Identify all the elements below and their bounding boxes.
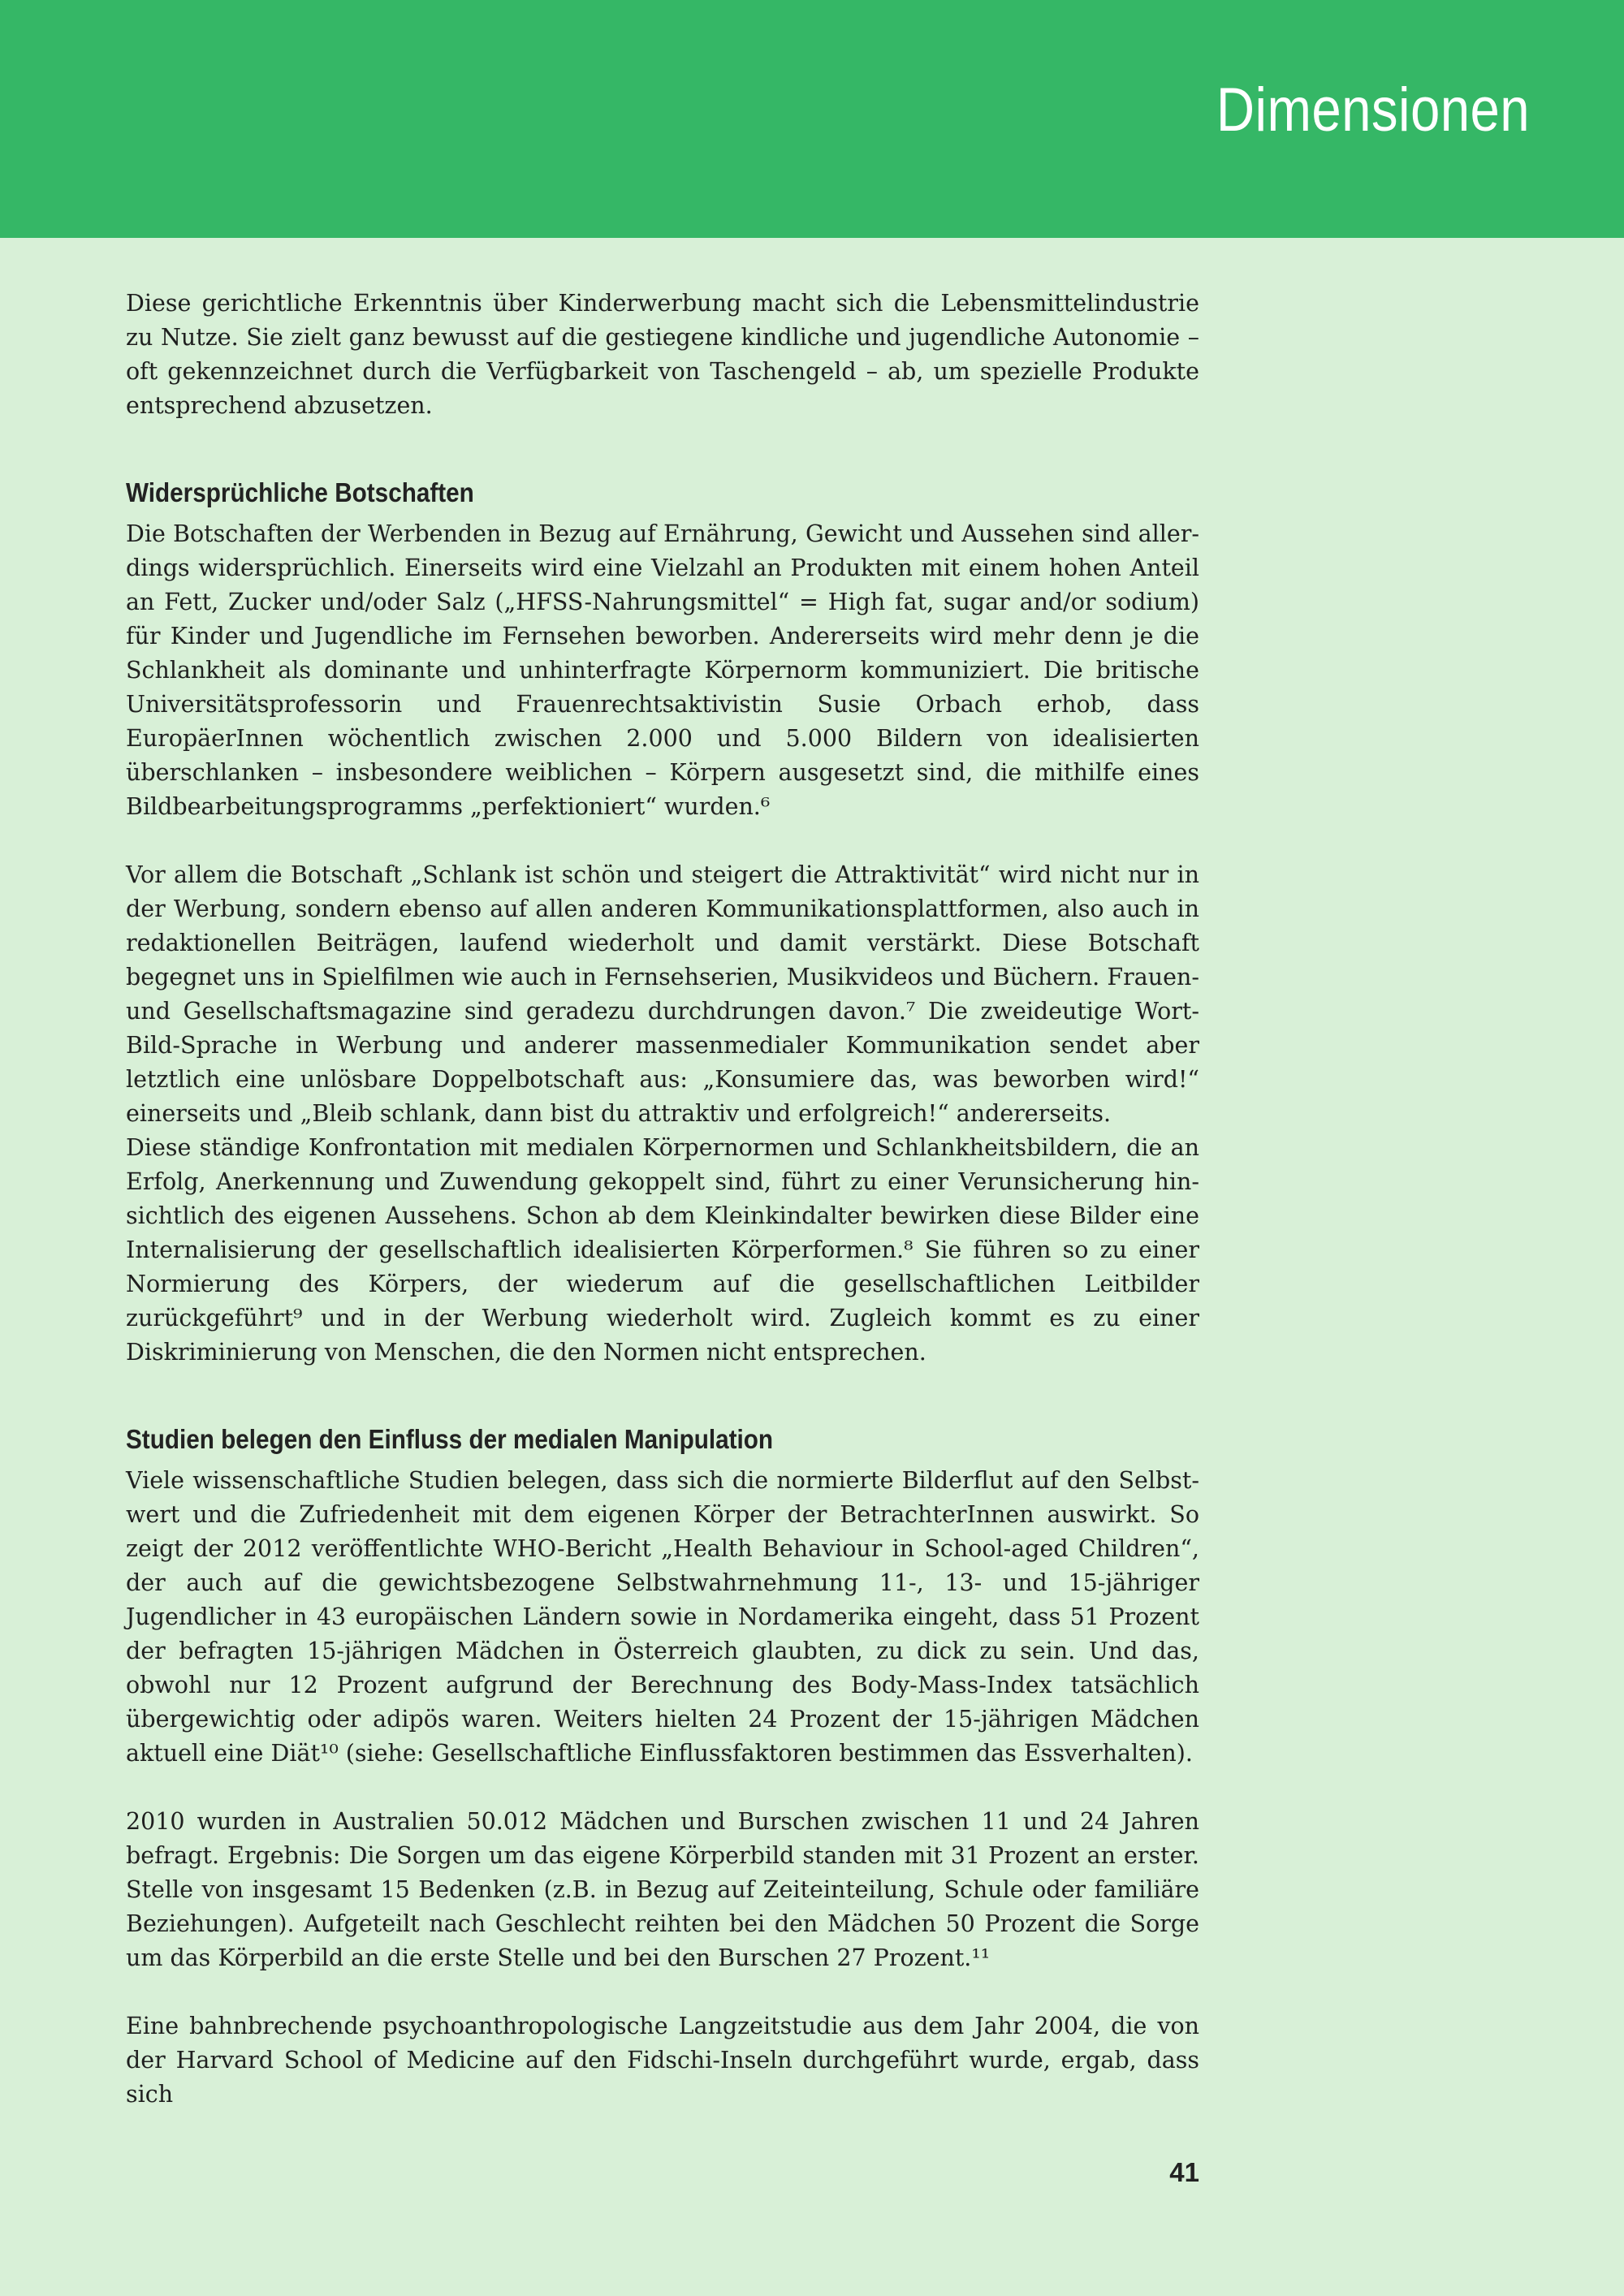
header-band xyxy=(0,0,1624,238)
body-paragraph: Diese ständige Konfrontation mit medialen Körpernormen und Schlankheitsbildern, die an Erfolg, Anerkennung und Zuwendung gekoppelt sind, führt zu einer Verunsicherung hinsichtlich des eigenen Aussehens. Schon ab dem Kleinkindalter bewirken diese Bilder eine Internalisierung der gesellschaftlich idealisierten Körperformen.⁸ Sie führen so zu einer Normierung des Körpers, der wiederum auf die gesellschaftlichen Leitbilder zurückgeführt⁹ und in der Werbung wiederholt wird. Zugleich kommt es zu einer Diskriminierung von Menschen, die den Normen nicht entsprechen. xyxy=(126,1134,1199,1366)
section-heading-contradictory-messages: Widersprüchliche Botschaften xyxy=(126,477,474,507)
body-paragraph: Die Botschaften der Werbenden in Bezug auf Ernährung, Gewicht und Aussehen sind allerdings widersprüchlich. Einerseits wird eine Vielzahl an Produkten mit einem hohen Anteil an Fett, Zucker und/oder Salz („HFSS-Nahrungsmittel“ = High fat, sugar and/or sodium) für Kinder und Jugendliche im Fernsehen beworben. Andererseits wird mehr denn je die Schlankheit als dominante und unhinterfragte Körpernorm kommuniziert. Die britische Universitätsprofessorin und Frauenrechtsaktivistin Susie Orbach erhob, dass EuropäerInnen wöchentlich zwischen 2.000 und 5.000 Bildern von idealisierten überschlanken – insbesondere weiblichen – Körpern ausgesetzt sind, die mithilfe eines Bildbearbeitungsprogramms „perfektioniert“ wurden.⁶ xyxy=(126,520,1199,820)
spacer xyxy=(126,510,1199,517)
page-number: 41 xyxy=(1169,2157,1199,2187)
intro-paragraph: Diese gerichtliche Erkenntnis über Kinderwerbung macht sich die Lebensmittelindustrie zu Nutze. Sie zielt ganz bewusst auf die gestiegene kindliche und jugendliche Autonomie – oft gekennzeichnet durch die Verfügbarkeit von Taschengeld – ab, um spezielle Produkte entsprechend abzusetzen. xyxy=(126,290,1199,419)
body-paragraph: 2010 wurden in Australien 50.012 Mädchen und Burschen zwischen 11 und 24 Jahren befragt. Ergebnis: Die Sorgen um das eigene Körperbild standen mit 31 Prozent an erster. Stelle von insgesamt 15 Bedenken (z.B. in Bezug auf Zeiteinteilung, Schule oder familiäre Beziehungen). Aufgeteilt nach Geschlecht reihten bei den Mädchen 50 Prozent die Sorge um das Körperbild an die erste Stelle und bei den Burschen 27 Prozent.¹¹ xyxy=(126,1808,1199,1971)
chapter-title: Dimensionen xyxy=(1216,76,1530,145)
spacer xyxy=(126,1457,1199,1464)
spacer xyxy=(126,423,1199,476)
spacer xyxy=(126,1975,1199,2009)
article-body xyxy=(126,287,1199,2112)
section-heading-studies: Studien belegen den Einfluss der medialen Manipulation xyxy=(126,1424,774,1454)
spacer xyxy=(126,1370,1199,1422)
body-paragraph: Eine bahnbrechende psychoanthropologische Langzeitstudie aus dem Jahr 2004, die von der Harvard School of Medicine auf den Fidschi-Inseln durchgeführt wurde, ergab, dass sich xyxy=(126,2013,1199,2108)
spacer xyxy=(126,1771,1199,1805)
spacer xyxy=(126,824,1199,858)
body-paragraph: Vor allem die Botschaft „Schlank ist schön und steigert die Attraktivität“ wird nicht nur in der Werbung, sondern ebenso auf allen anderen Kommunikationsplattformen, also auch in redaktionellen Beiträgen, laufend wiederholt und damit verstärkt. Diese Botschaft begegnet uns in Spielfilmen wie auch in Fernsehserien, Musikvideos und Büchern. Frauen- und Gesellschaftsmagazine sind geradezu durchdrungen davon.⁷ Die zweideutige Wort-Bild-Sprache in Werbung und anderer massenmedialer Kommunikation sendet aber letztlich eine unlösbare Doppelbotschaft aus: „Konsumiere das, was beworben wird!“ einerseits und „Bleib schlank, dann bist du attraktiv und erfolgreich!“ andererseits. xyxy=(126,861,1199,1127)
body-paragraph: Viele wissenschaftliche Studien belegen, dass sich die normierte Bilderflut auf den Selbstwert und die Zufriedenheit mit dem eigenen Körper der BetrachterInnen auswirkt. So zeigt der 2012 veröffentlichte WHO-Bericht „Health Behaviour in School-aged Children“, der auch auf die gewichtsbezogene Selbstwahrnehmung 11-, 13- und 15-jähriger Jugendlicher in 43 europäischen Ländern sowie in Nordamerika eingeht, dass 51 Prozent der befragten 15-jährigen Mädchen in Österreich glaubten, zu dick zu sein. Und das, obwohl nur 12 Prozent aufgrund der Berechnung des Body-Mass-Index tatsächlich übergewichtig oder adipös waren. Weiters hielten 24 Prozent der 15-jährigen Mädchen aktuell eine Diät¹⁰ (siehe: Gesellschaftliche Einflussfaktoren bestimmen das Essverhalten). xyxy=(126,1467,1199,1767)
